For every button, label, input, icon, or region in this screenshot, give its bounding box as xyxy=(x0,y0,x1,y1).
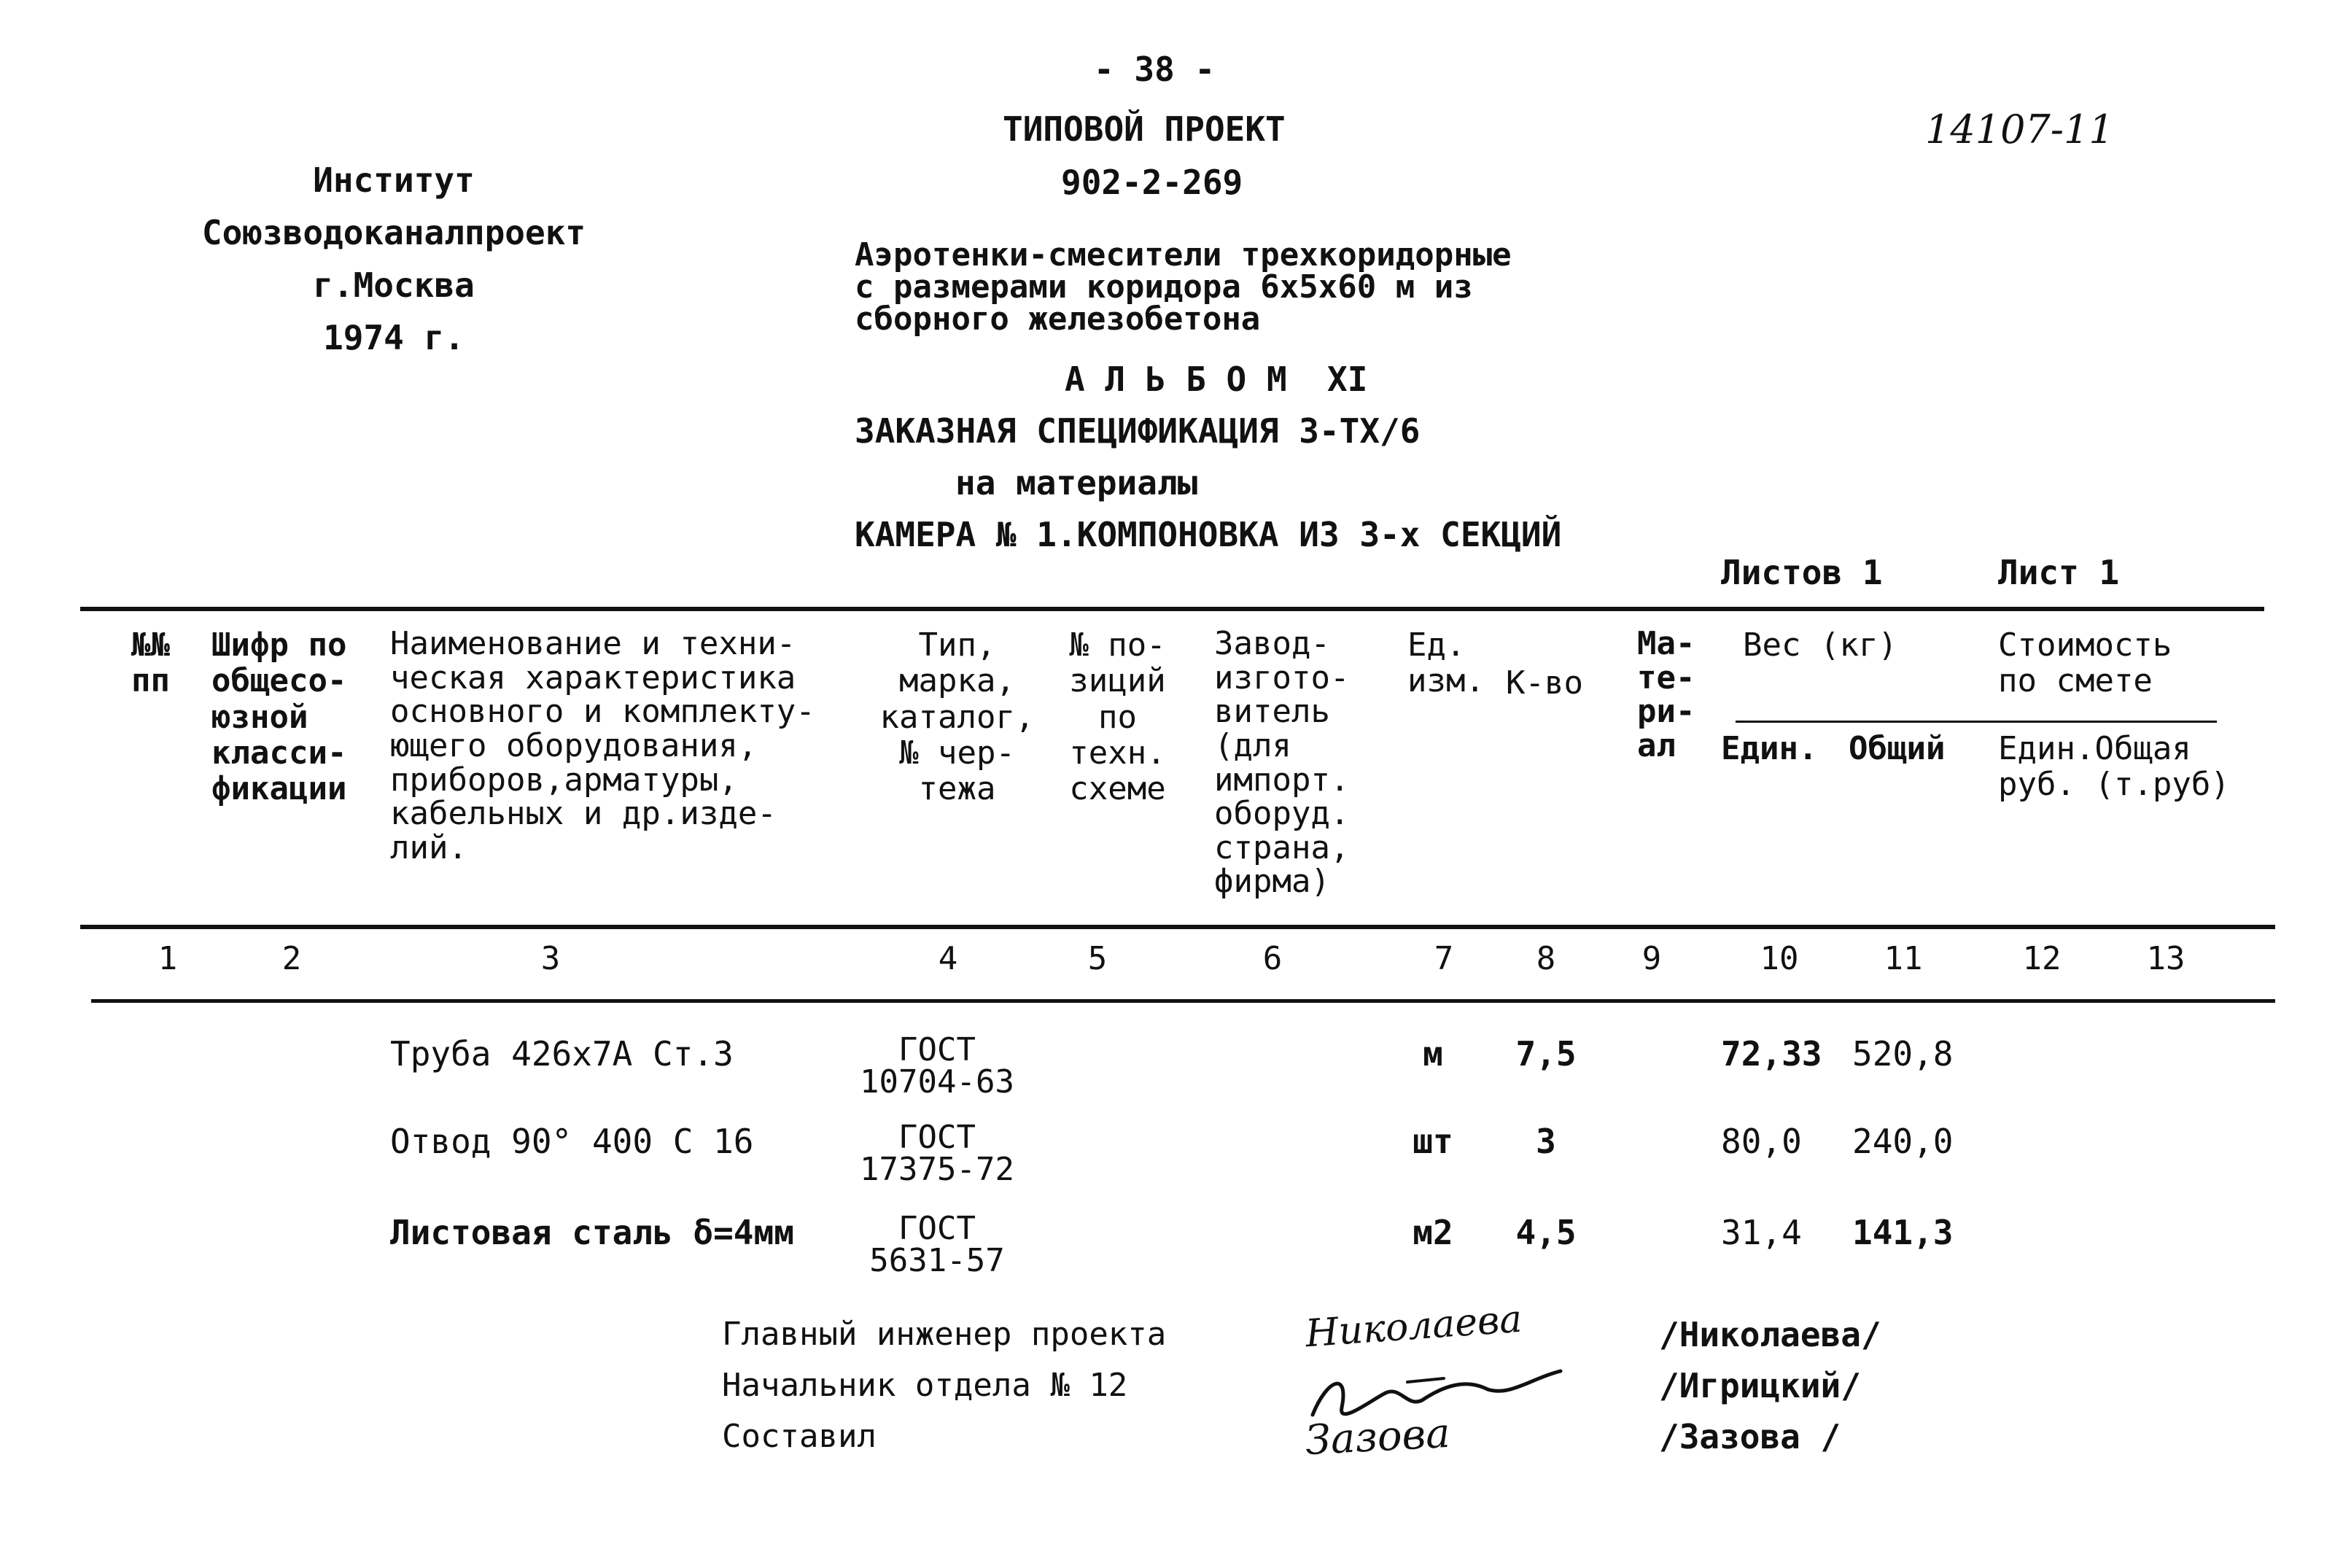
header-col-5: № по- зиций по техн. схеме xyxy=(1069,626,1166,808)
row-3-unit: м2 xyxy=(1413,1213,1453,1252)
page-number: - 38 - xyxy=(1094,50,1216,89)
role-chief-engineer: Главный инженер проекта xyxy=(722,1316,1167,1353)
role-department-head: Начальник отдела № 12 xyxy=(722,1367,1128,1404)
spec-title: ЗАКАЗНАЯ СПЕЦИФИКАЦИЯ 3-ТХ/6 xyxy=(855,411,1421,451)
signature-zazova: Зазова xyxy=(1304,1409,1452,1465)
sheets-total: Листов 1 xyxy=(1721,553,1883,592)
row-3-weight-unit: 31,4 xyxy=(1721,1213,1802,1252)
header-col-2: Шифр по общесо- юзной класси- фикации xyxy=(211,626,347,808)
spec-subtitle: на материалы xyxy=(955,463,1198,502)
colnum-9: 9 xyxy=(1641,940,1662,977)
row-1-unit: м xyxy=(1423,1034,1443,1074)
row-1-weight-total: 520,8 xyxy=(1852,1034,1954,1074)
colnum-13: 13 xyxy=(2146,940,2185,977)
table-top-rule xyxy=(80,607,2264,611)
header-bottom-rule xyxy=(80,925,2275,929)
row-2-weight-total: 240,0 xyxy=(1852,1122,1954,1161)
header-col-10: Един. xyxy=(1721,730,1818,767)
header-col-11: Общий xyxy=(1849,730,1946,767)
header-col-4: Тип, марка, каталог, № чер- тежа xyxy=(879,626,1035,808)
row-1-type: ГОСТ 10704-63 xyxy=(860,1031,1014,1101)
row-3-qty: 4,5 xyxy=(1515,1213,1577,1252)
project-description: Аэротенки-смесители трехкоридорные с размерами коридора 6х5х60 м из сборного железобетона xyxy=(855,236,1512,338)
project-label: ТИПОВОЙ ПРОЕКТ xyxy=(1003,109,1286,149)
header-col-1: №№ пп xyxy=(131,626,170,700)
institute-year: 1974 г. xyxy=(323,318,465,357)
row-3-name: Листовая сталь δ=4мм xyxy=(390,1213,794,1252)
header-col-7: Ед. изм. xyxy=(1407,626,1485,700)
header-col-9: Ма- те- ри- ал xyxy=(1637,625,1695,764)
camera-title: КАМЕРА № 1.КОМПОНОВКА ИЗ 3-х СЕКЦИЙ xyxy=(855,515,1562,554)
header-col-6: Завод- изгото- витель (для импорт. оборуд. страна, фирма) xyxy=(1214,625,1350,901)
header-weight: Вес (кг) xyxy=(1743,626,1897,664)
row-3-type: ГОСТ 5631-57 xyxy=(869,1210,1005,1279)
doc-code: 14107-11 xyxy=(1925,106,2114,152)
header-col-3: Наименование и техни- ческая характеристика основного и комплекту- ющего оборудования, приборов,арматуры, кабельных и др.изде- лий. xyxy=(390,625,815,866)
row-2-type: ГОСТ 17375-72 xyxy=(860,1119,1014,1188)
sheet-number: Лист 1 xyxy=(1998,553,2120,592)
name-nikolaeva: /Николаева/ xyxy=(1659,1315,1881,1354)
name-igritsky: /Игрицкий/ xyxy=(1659,1366,1861,1405)
column-numbers-rule xyxy=(91,999,2275,1003)
row-2-unit: шт xyxy=(1413,1122,1453,1161)
colnum-7: 7 xyxy=(1434,940,1454,977)
header-cost: Стоимость по смете xyxy=(1998,626,2172,700)
colnum-3: 3 xyxy=(540,940,561,977)
colnum-12: 12 xyxy=(2022,940,2062,977)
institute-line-3: г.Москва xyxy=(313,265,475,305)
colnum-2: 2 xyxy=(281,940,302,977)
subheader-rule xyxy=(1736,721,2217,723)
row-3-weight-total: 141,3 xyxy=(1852,1213,1954,1252)
role-compiled-by: Составил xyxy=(722,1418,877,1455)
row-1-name: Труба 426х7А Ст.3 xyxy=(390,1034,734,1074)
colnum-10: 10 xyxy=(1760,940,1799,977)
row-2-qty: 3 xyxy=(1536,1122,1556,1161)
signature-nikolaeva: Николаева xyxy=(1304,1297,1524,1357)
row-1-weight-unit: 72,33 xyxy=(1721,1034,1822,1074)
header-col-12-13: Един.Общая руб. (т.руб) xyxy=(1998,730,2230,804)
colnum-1: 1 xyxy=(158,940,178,977)
row-2-weight-unit: 80,0 xyxy=(1721,1122,1802,1161)
institute-line-2: Союзводоканалпроект xyxy=(201,213,586,252)
colnum-4: 4 xyxy=(938,940,958,977)
colnum-6: 6 xyxy=(1262,940,1283,977)
name-zazova: /Зазова / xyxy=(1659,1417,1841,1456)
colnum-5: 5 xyxy=(1087,940,1108,977)
institute-line-1: Институт xyxy=(313,160,475,200)
colnum-8: 8 xyxy=(1536,940,1556,977)
header-col-8: К-во xyxy=(1506,664,1583,702)
row-1-qty: 7,5 xyxy=(1515,1034,1577,1074)
colnum-11: 11 xyxy=(1884,940,1923,977)
project-number: 902-2-269 xyxy=(1061,163,1243,202)
row-2-name: Отвод 90° 400 С 16 xyxy=(390,1122,754,1161)
album-title: А Л Ь Б О М XI xyxy=(1065,360,1368,399)
